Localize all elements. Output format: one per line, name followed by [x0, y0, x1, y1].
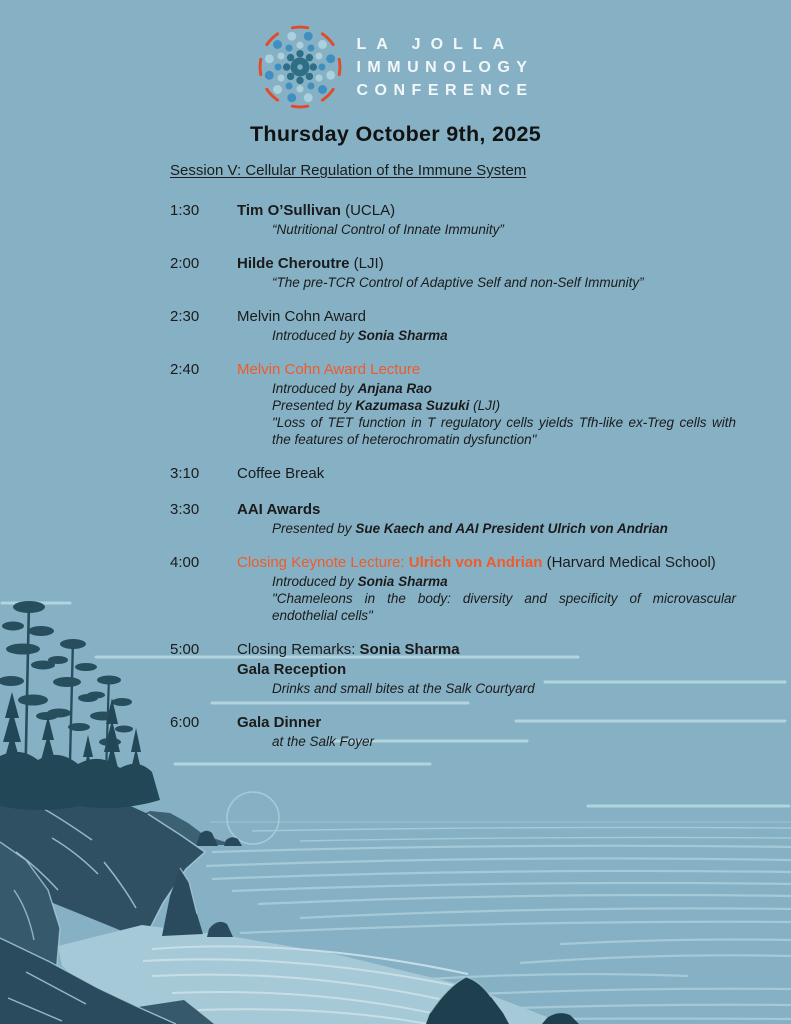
- entry-title-segment: Tim O’Sullivan: [237, 202, 341, 219]
- entry-time: 2:40: [170, 361, 200, 378]
- entry-title-segment: Sonia Sharma: [359, 641, 460, 658]
- entry-content: [237, 464, 745, 484]
- sun-outline: [227, 792, 279, 844]
- entry-sub-segment: (LJI): [469, 398, 501, 413]
- schedule-entry: [170, 254, 745, 291]
- entry-title-segment: Melvin Cohn Award Lecture: [237, 361, 421, 378]
- entry-content: [237, 713, 745, 750]
- entry-content: [237, 553, 745, 624]
- entry-title-segment: Hilde Cheroutre: [237, 255, 350, 272]
- entry-title-line: [237, 553, 745, 573]
- entry-time: 2:30: [170, 308, 200, 325]
- entry-title-line: [237, 464, 745, 484]
- entry-sub-segment: Sonia Sharma: [357, 328, 448, 343]
- entry-title-segment: Gala Dinner: [237, 714, 322, 731]
- entry-sub-segment: "Chameleons in the body: diversity and specificity of microvascular endothelial cells": [272, 591, 736, 623]
- schedule-entry: [170, 500, 745, 537]
- entry-title-segment: Ulrich von Andrian: [408, 554, 543, 571]
- entry-sub-segment: Introduced by: [272, 328, 358, 343]
- entry-time: 3:30: [170, 501, 200, 518]
- entry-title-segment: Coffee Break: [237, 465, 325, 482]
- entry-sub-line: [272, 221, 745, 238]
- entry-sub-line: [272, 573, 745, 590]
- entry-time: 1:30: [170, 202, 200, 219]
- entry-sub-segment: “The pre-TCR Control of Adaptive Self and non-Self Immunity”: [272, 275, 644, 290]
- entry-sub-line: [272, 733, 745, 750]
- entry-content: [237, 307, 745, 344]
- entry-sub-segment: “Nutritional Control of Innate Immunity”: [272, 222, 504, 237]
- entry-title-segment: (Harvard Medical School): [542, 554, 716, 571]
- entry-content: [237, 640, 745, 697]
- small-rock: [207, 922, 233, 937]
- entry-sub-line: [272, 274, 745, 291]
- entry-sub-segment: "Loss of TET function in T regulatory cells yields Tfh-like ex-Treg cells with the features of heterochromatin dysfunction": [272, 415, 736, 447]
- schedule-entry: [170, 464, 745, 484]
- schedule-entry: [170, 201, 745, 238]
- session-header: Session V: Cellular Regulation of the Immune System: [170, 162, 527, 179]
- entry-sub-segment: Sonia Sharma: [357, 574, 448, 589]
- entry-sub-line: [272, 380, 745, 397]
- entry-title-line: [237, 640, 745, 660]
- schedule-entry: [170, 307, 745, 344]
- logo-line: LA JOLLA: [356, 35, 515, 53]
- entry-sub-segment: Introduced by: [272, 574, 358, 589]
- entry-sub-segment: Drinks and small bites at the Salk Courtyard: [272, 681, 535, 696]
- entry-title-segment: (UCLA): [340, 202, 396, 219]
- entry-time: 6:00: [170, 714, 200, 731]
- page-title: Thursday October 9th, 2025: [250, 122, 541, 146]
- entry-title-segment: Closing Keynote Lecture:: [237, 554, 409, 571]
- entry-sub-segment: Anjana Rao: [357, 381, 432, 396]
- entry-title-segment: AAI Awards: [237, 501, 321, 518]
- conference-logo: [0, 24, 791, 110]
- entry-content: [237, 500, 745, 537]
- entry-content: [237, 360, 745, 448]
- entry-title-line: [237, 254, 745, 274]
- schedule-entry: [170, 713, 745, 750]
- entry-title-line: [237, 660, 745, 680]
- entry-title-line: [237, 713, 745, 733]
- entry-sub-line: [272, 397, 745, 414]
- entry-time: 2:00: [170, 255, 200, 272]
- entry-title-line: [237, 307, 745, 327]
- entry-content: [237, 201, 745, 238]
- immunology-mandala-icon: [257, 24, 343, 110]
- entry-sub-line: [272, 590, 736, 624]
- entry-time: 4:00: [170, 554, 200, 571]
- foreground-rock: [542, 1013, 579, 1024]
- entry-title-segment: (LJI): [349, 255, 384, 272]
- schedule-entry: [170, 640, 745, 697]
- entry-sub-segment: Presented by: [272, 521, 356, 536]
- entry-sub-segment: Sue Kaech and AAI President Ulrich von Andrian: [355, 521, 668, 536]
- entry-title-segment: Gala Reception: [237, 661, 347, 678]
- schedule-entry: [170, 360, 745, 448]
- entry-sub-segment: Introduced by: [272, 381, 358, 396]
- entry-content: [237, 254, 745, 291]
- entry-sub-line: [272, 414, 736, 448]
- entry-title-line: [237, 201, 745, 221]
- entry-sub-line: [272, 327, 745, 344]
- entry-title-line: [237, 500, 745, 520]
- schedule-entry: [170, 553, 745, 624]
- logo-line: CONFERENCE: [356, 81, 534, 99]
- entry-sub-segment: Presented by: [272, 398, 356, 413]
- entry-sub-segment: at the Salk Foyer: [272, 734, 375, 749]
- entry-sub-line: [272, 680, 745, 697]
- entry-title-line: [237, 360, 745, 380]
- schedule: [170, 201, 745, 750]
- entry-sub-line: [272, 520, 745, 537]
- entry-time: 3:10: [170, 465, 200, 482]
- entry-title-segment: Melvin Cohn Award: [237, 308, 366, 325]
- entry-title-segment: Closing Remarks:: [237, 641, 360, 658]
- entry-sub-segment: Kazumasa Suzuki: [355, 398, 470, 413]
- conference-logo-text: [356, 33, 533, 102]
- logo-line: IMMUNOLOGY: [356, 58, 534, 76]
- entry-time: 5:00: [170, 641, 200, 658]
- headland-rock: [224, 837, 242, 846]
